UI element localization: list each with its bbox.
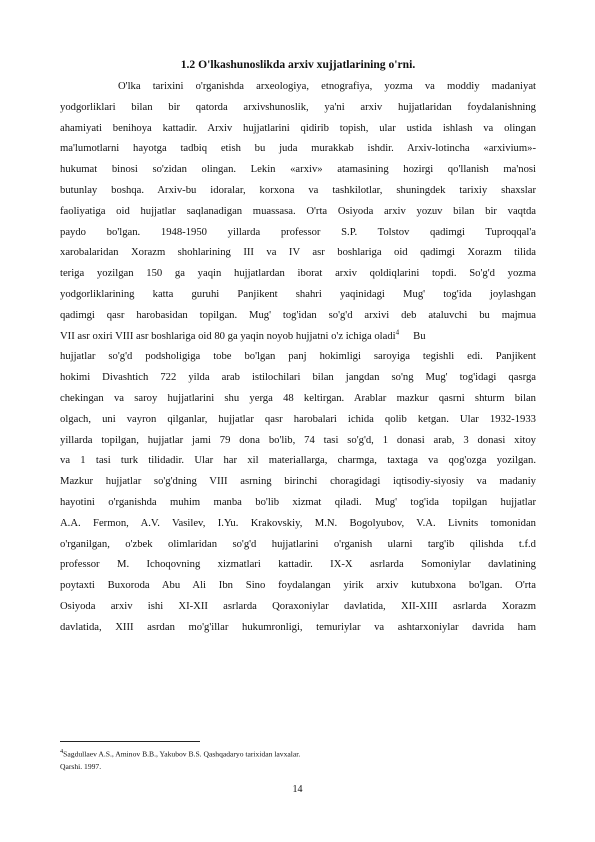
text-line: hukumat binosi so'zidan olingan. Lekin «arxiv» atamasining hozirgi qo'llanish ma'nosi bbox=[60, 164, 536, 176]
text-line: ahamiyati benihoya kattadir. Arxiv hujjatlarini qidirib topish, ular ustida ishlash va olingan bbox=[60, 122, 536, 134]
text-line: teriga yozilgan 150 ga yaqin hujjatlardan iborat arxiv qoldiqlarini topdi. So'g'd yozma bbox=[60, 268, 536, 280]
text-line-tail: Bu bbox=[413, 330, 426, 342]
footnote-place-year: Qarshi. 1997. bbox=[60, 761, 102, 771]
text-line: butunlay boshqa. Arxiv-bu idoralar, korxona va tashkilotlar, shuningdek tarixiy shaxslar bbox=[60, 184, 536, 196]
text-line: paydo bo'lgan. 1948-1950 yillarda professor S.P. Tolstov qadimgi Tuproqqal'a bbox=[60, 226, 536, 238]
text-line: Osiyoda arxiv ishi XI-XII asrlarda Qoraxoniylar davlatida, XII-XIII asrlarda Xorazm bbox=[60, 600, 536, 612]
text-line: olgach, uni vayron qilganlar, hujjatlar qasr harobalari ichida qolib ketgan. Ular 1932-1933 bbox=[60, 413, 536, 425]
text-line: hujjatlar so'g'd podsholigiga tobe bo'lgan panj hokimligi saroyiga tegishli edi. Panjikent bbox=[60, 351, 536, 363]
text-line: va 1 tasi turk tilidadir. Ular har xil materiallarga, charmga, taxtaga va qog'ozga yozilgan. bbox=[60, 455, 536, 467]
text-line: xarobalaridan Xorazm shohlarining III va IV asr boshlariga oid qadimgi Xorazm tilida bbox=[60, 247, 536, 259]
text-line: poytaxti Buxoroda Abu Ali Ibn Sino foydalangan yirik arxiv kutubxona bo'lgan. O'rta bbox=[60, 580, 536, 592]
text-line: Mazkur hujjatlar so'g'dning VIII asrning birinchi choragidagi iqtisodiy-siyosiy va madaniy bbox=[60, 476, 536, 488]
section-heading: 1.2 O'lkashunoslikda arxiv xujjatlarining o'rni. bbox=[180, 58, 416, 71]
text-line: yillarda topilgan, hujjatlar jami 79 dona bo'lib, 74 tasi so'g'd, 1 donasi arab, 3 donasi xitoy bbox=[60, 434, 536, 446]
footnote-number: 4 bbox=[60, 748, 64, 755]
text-line: O'lka tarixini o'rganishda arxeologiya, etnografiya, yozma va moddiy madaniyat bbox=[118, 81, 536, 92]
text-line: A.A. Fermon, A.V. Vasilev, I.Yu. Krakovskiy, M.N. Bogolyubov, V.A. Livnits tomonidan bbox=[60, 517, 536, 529]
text-line-with-footnote bbox=[60, 327, 536, 348]
text-line: chekingan va saroy hujjatlarini shu yerga 48 keltirgan. Arablar mazkur qasrni shturm bilan bbox=[60, 392, 536, 404]
text-line: hokimi Divashtich 722 yilda arab istilochilari bilan jangdan so'ng Mug' tog'idagi qasrga bbox=[60, 372, 536, 384]
text-line: ma'lumotlarni hayotga tadbiq etish bu juda murakkab ishdir. Arxiv-lotincha «arxivium»- bbox=[60, 143, 536, 155]
footnote-line bbox=[60, 746, 536, 761]
text-line: yodgorliklarining katta guruhi Panjikent shahri yaqinidagi Mug' tog'ida joylashgan bbox=[60, 288, 536, 300]
footnote-separator bbox=[60, 741, 200, 742]
text-line: hayotini o'rganishda muhim manba bo'lib xizmat qiladi. Mug' tog'ida topilgan hujjatlar bbox=[60, 496, 536, 508]
footnote-text: Sagdullaev A.S., Aminov B.B., Yakubov B.S. Qashqadaryo tarixidan lavxalar. bbox=[63, 749, 301, 759]
text-line: yodgorliklari bilan bir qatorda arxivshunoslik, ya'ni arxiv hujjatlaridan foydalanishning bbox=[60, 101, 536, 113]
text-line-content: VII asr oxiri VIII asr boshlariga oid 80 ga yaqin noyob hujjatni o'z ichiga oladi bbox=[60, 330, 396, 342]
body-paragraph bbox=[60, 77, 536, 639]
footnote bbox=[60, 746, 536, 773]
footnote-reference[interactable]: 4 bbox=[395, 328, 400, 337]
text-line: qadimgi qasr harobasidan topilgan. Mug' tog'idan so'g'd arxivi deb ataluvchi bu majmua bbox=[60, 309, 536, 321]
text-line: o'rganilgan, o'zbek olimlaridan so'g'd hujjatlarini o'rganish ularni targ'ib qilishda t.f.d bbox=[60, 538, 536, 550]
text-line: faoliyatiga oid hujjatlar saqlanadigan muassasa. O'rta Osiyoda arxiv yozuv bilan bir vaqtda bbox=[60, 205, 536, 217]
page-number: 14 bbox=[292, 784, 303, 795]
text-line: davlatida, XIII asrdan mo'g'illar hukumronligi, temuriylar va ashtarxoniylar davrida ham bbox=[60, 621, 536, 633]
text-line: professor M. Ichoqovning xizmatlari kattadir. IX-X asrlarda Somoniylar davlatining bbox=[60, 559, 536, 571]
